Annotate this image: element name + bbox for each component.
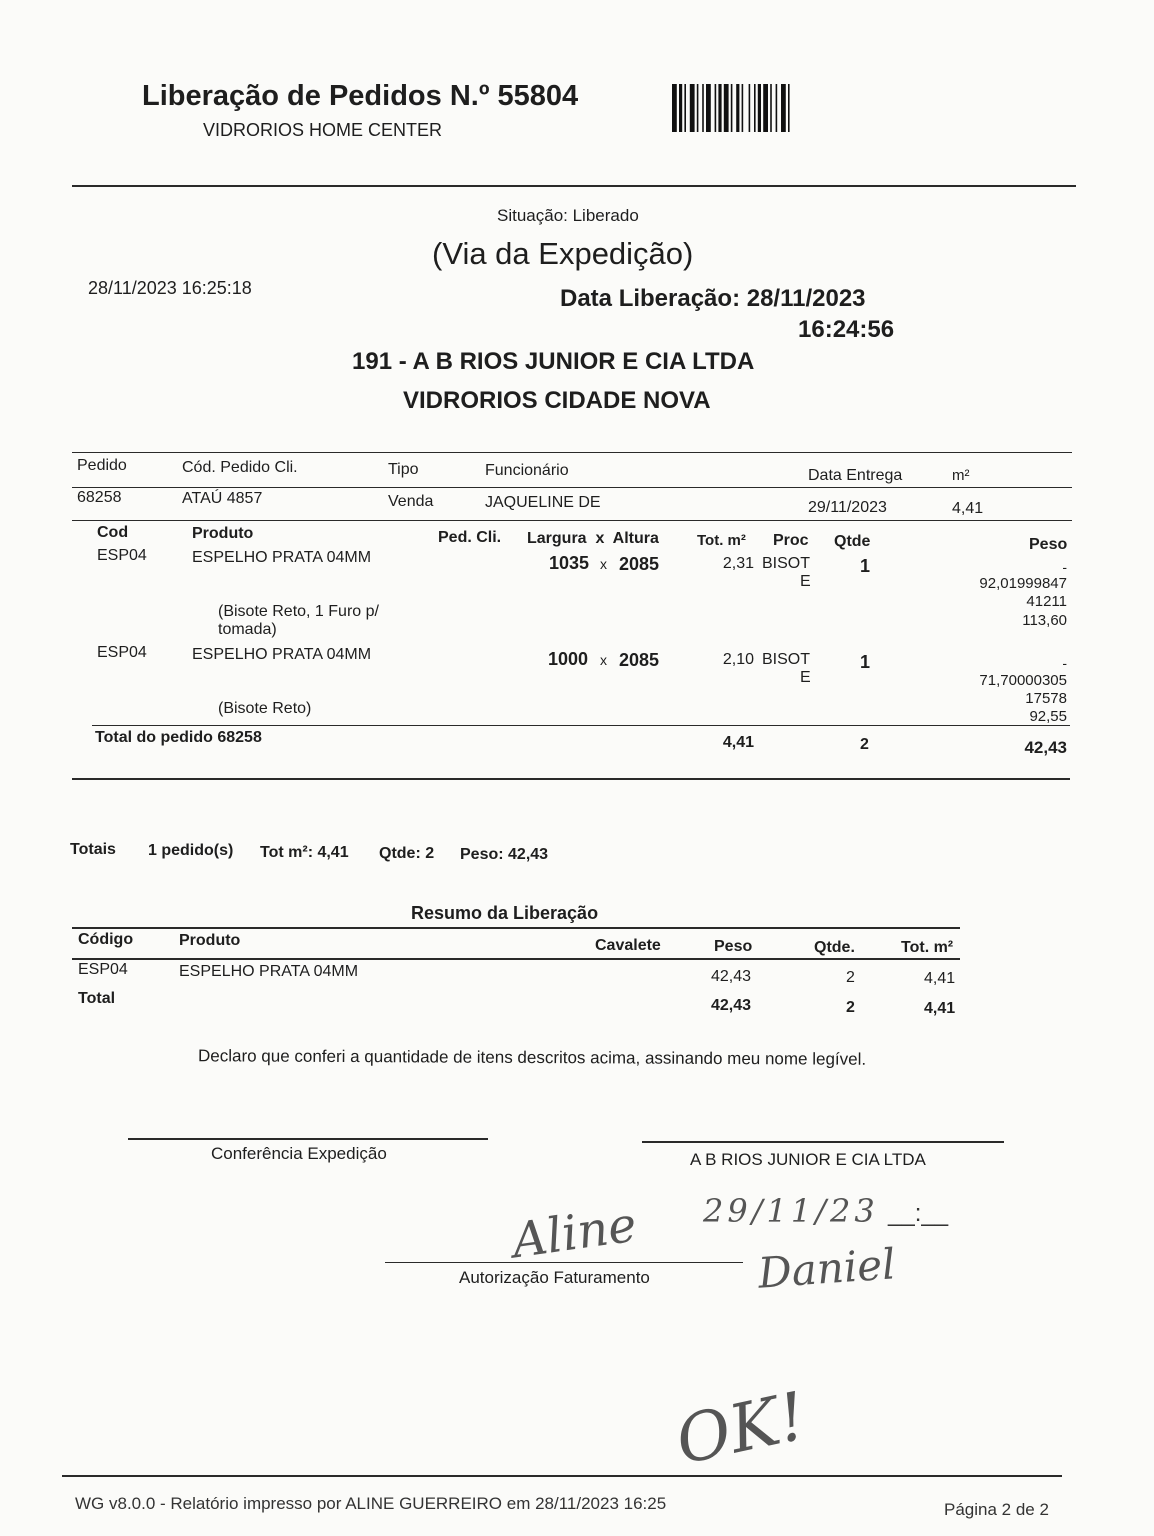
order-table-top-rule xyxy=(72,452,1072,453)
item-produto: ESPELHO PRATA 04MM xyxy=(192,549,372,566)
item-peso-raw: 92,01999847 xyxy=(979,575,1067,592)
item-peso-dash: - xyxy=(1062,559,1067,575)
summary-total-label: Total xyxy=(78,990,116,1007)
summary-top-rule xyxy=(72,927,960,929)
barcode xyxy=(670,82,850,134)
summary-row-peso: 42,43 xyxy=(711,968,752,985)
print-datetime: 28/11/2023 16:25:18 xyxy=(88,278,252,298)
totals-m2: Tot m²: 4,41 xyxy=(260,844,349,861)
item-cod: ESP04 xyxy=(97,644,147,661)
col-tipo: Tipo xyxy=(388,461,419,478)
items-col-cod: Cod xyxy=(97,524,129,541)
item-produto: ESPELHO PRATA 04MM xyxy=(192,646,372,663)
header-divider xyxy=(72,185,1076,187)
authorization-label: Autorização Faturamento xyxy=(459,1268,650,1287)
items-col-ped-cli: Ped. Cli. xyxy=(438,529,502,546)
order-funcionario: JAQUELINE DE xyxy=(485,494,601,511)
item-peso-dash: - xyxy=(1062,655,1067,671)
item-qtde: 1 xyxy=(860,556,871,576)
order-total-label: Total do pedido 68258 xyxy=(95,729,262,746)
item-altura: 2085 xyxy=(619,650,660,670)
summary-total-tot-m2: 4,41 xyxy=(924,1000,956,1017)
order-total-rule xyxy=(92,725,1070,726)
totals-label: Totais xyxy=(70,841,116,858)
items-col-proc: Proc xyxy=(773,532,809,549)
summary-col-tot-m2: Tot. m² xyxy=(901,939,954,956)
item-largura: 1035 xyxy=(549,553,590,573)
item-peso-raw-cont: 17578 xyxy=(1025,690,1067,707)
summary-col-qtde: Qtde. xyxy=(814,939,855,956)
col-m2: m² xyxy=(952,467,970,484)
handwritten-ok: OK! xyxy=(669,1377,813,1480)
summary-total-qtde: 2 xyxy=(846,999,855,1016)
item-peso-raw: 71,70000305 xyxy=(979,672,1067,689)
item-note-cont: tomada) xyxy=(218,621,277,638)
summary-row-produto: ESPELHO PRATA 04MM xyxy=(179,963,359,980)
item-qtde: 1 xyxy=(860,652,871,672)
signature-line-right xyxy=(642,1141,1004,1143)
item-peso: 92,55 xyxy=(1029,708,1067,725)
items-col-largura-altura: Largura x Altura xyxy=(527,530,659,547)
col-data-entrega: Data Entrega xyxy=(808,467,903,484)
release-date: Data Liberação: 28/11/2023 xyxy=(560,285,866,312)
item-peso-raw-cont: 41211 xyxy=(1026,593,1067,610)
item-cod: ESP04 xyxy=(97,547,147,564)
copy-label: (Via da Expedição) xyxy=(432,236,694,271)
order-table-bottom-rule xyxy=(72,520,1072,521)
item-note: (Bisote Reto) xyxy=(218,700,312,717)
document-title: Liberação de Pedidos N.º 55804 xyxy=(142,80,579,112)
item-x-sign: x xyxy=(600,652,607,668)
handwritten-date: 29/11/23 xyxy=(703,1192,879,1230)
col-funcionario: Funcionário xyxy=(485,462,569,479)
order-tipo: Venda xyxy=(388,493,434,510)
item-peso: 113,60 xyxy=(1022,612,1067,629)
signature-aline: Aline xyxy=(508,1196,640,1270)
item-note: (Bisote Reto, 1 Furo p/ xyxy=(218,603,379,620)
company-name: VIDRORIOS HOME CENTER xyxy=(203,120,443,140)
order-cod-pedido-cli: ATAÚ 4857 xyxy=(182,490,263,507)
col-pedido: Pedido xyxy=(77,457,127,474)
summary-header-rule xyxy=(72,958,960,960)
order-m2: 4,41 xyxy=(952,500,984,517)
authorization-line xyxy=(385,1262,743,1263)
conferencia-label: Conferência Expedição xyxy=(211,1144,387,1163)
order-total-peso: 42,43 xyxy=(1024,738,1067,757)
order-total-qtde: 2 xyxy=(860,736,869,753)
items-bottom-rule xyxy=(72,778,1070,780)
footer-printed-by: WG v8.0.0 - Relatório impresso por ALINE GUERREIRO em 28/11/2023 16:25 xyxy=(75,1494,667,1513)
item-proc: BISOT xyxy=(762,651,811,668)
summary-col-peso: Peso xyxy=(714,938,753,955)
items-col-produto: Produto xyxy=(192,525,254,542)
release-time: 16:24:56 xyxy=(798,316,895,343)
item-largura: 1000 xyxy=(548,649,589,669)
item-proc-cont: E xyxy=(800,669,811,686)
items-col-tot-m2: Tot. m² xyxy=(697,532,746,549)
signature-daniel: Daniel xyxy=(756,1239,898,1298)
summary-col-cavalete: Cavalete xyxy=(595,937,661,954)
summary-row-qtde: 2 xyxy=(846,969,855,986)
client-signature-label: A B RIOS JUNIOR E CIA LTDA xyxy=(690,1150,926,1169)
summary-total-peso: 42,43 xyxy=(711,997,752,1014)
item-proc: BISOT xyxy=(762,555,811,572)
totals-peso: Peso: 42,43 xyxy=(460,846,549,863)
summary-row-tot-m2: 4,41 xyxy=(924,970,956,987)
order-total-m2: 4,41 xyxy=(722,734,754,751)
order-pedido: 68258 xyxy=(77,489,122,506)
summary-col-produto: Produto xyxy=(179,932,241,949)
item-tot-m2: 2,10 xyxy=(722,651,754,668)
items-col-qtde: Qtde xyxy=(834,533,871,550)
item-tot-m2: 2,31 xyxy=(722,555,754,572)
footer-rule xyxy=(62,1475,1062,1477)
order-data-entrega: 29/11/2023 xyxy=(808,499,887,516)
order-table-header-rule xyxy=(72,487,1072,488)
item-proc-cont: E xyxy=(800,573,811,590)
summary-col-codigo: Código xyxy=(78,931,134,948)
item-altura: 2085 xyxy=(619,554,660,574)
item-x-sign: x xyxy=(600,556,607,572)
signature-line-left xyxy=(128,1138,488,1140)
client-store: VIDRORIOS CIDADE NOVA xyxy=(403,387,711,414)
client-name: 191 - A B RIOS JUNIOR E CIA LTDA xyxy=(352,348,755,375)
totals-pedidos: 1 pedido(s) xyxy=(148,842,234,859)
items-col-peso: Peso xyxy=(1029,536,1068,553)
totals-qtde: Qtde: 2 xyxy=(379,845,435,862)
col-cod-pedido-cli: Cód. Pedido Cli. xyxy=(182,459,298,476)
summary-row-codigo: ESP04 xyxy=(78,961,128,978)
declaration-text: Declaro que conferi a quantidade de itens descritos acima, assinando meu nome legível. xyxy=(197,1046,867,1069)
page-number: Página 2 de 2 xyxy=(944,1500,1049,1519)
time-blank: __:__ xyxy=(888,1200,949,1227)
summary-title: Resumo da Liberação xyxy=(411,903,599,923)
status-label: Situação: Liberado xyxy=(497,206,639,225)
